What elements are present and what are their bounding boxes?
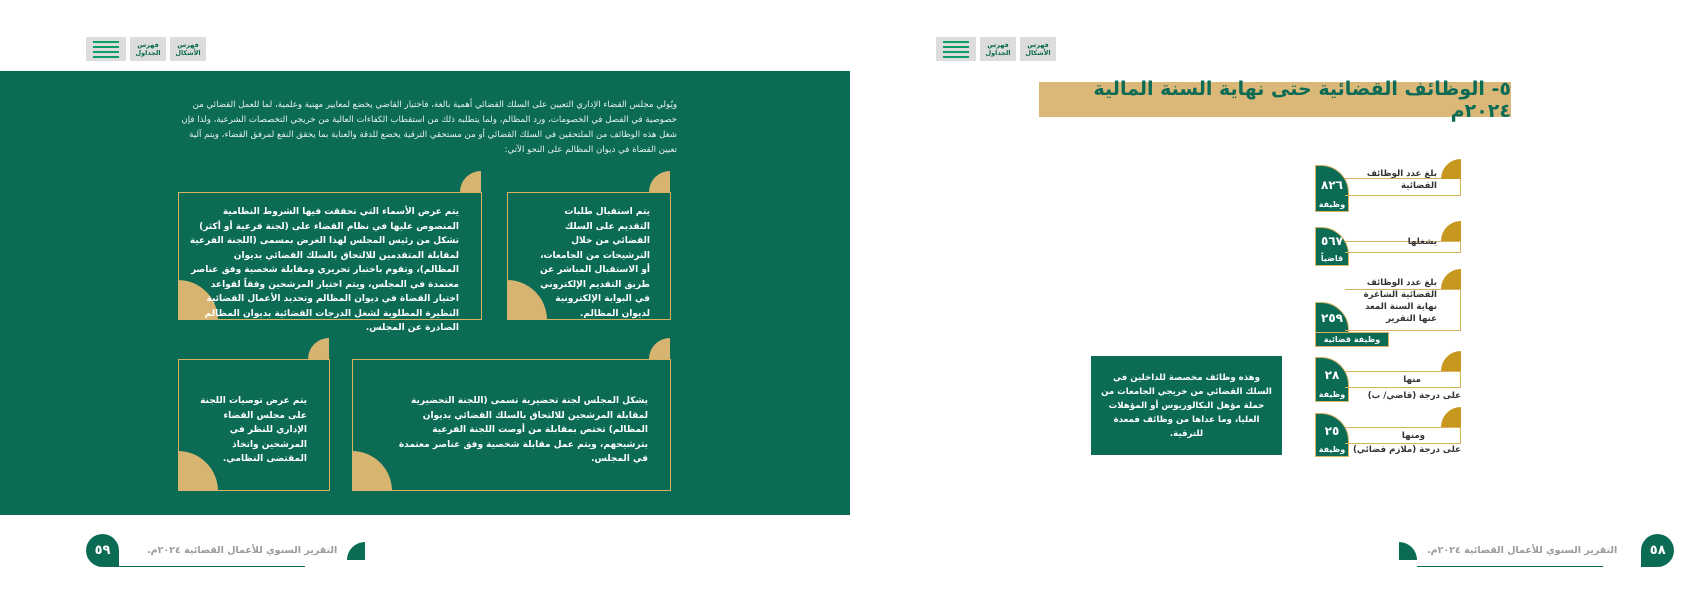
right-nav bbox=[936, 37, 1056, 61]
stat-vacant bbox=[1315, 275, 1461, 346]
card-text: يشكل المجلس لجنة تحضيرية تسمى (اللجنة التحضيرية لمقابلة المرشحين للالتحاق بالسلك القضائي بديوان المظالم) تختص بمقابلة من أوصت اللجنة الفرعية بترشيحهم، ويتم عمل مقابلة شخصية وفق عناصر معتمدة في المجلس. bbox=[398, 396, 648, 464]
process-card-4 bbox=[178, 359, 330, 491]
stat-value: ٢٨ bbox=[1324, 368, 1340, 382]
card-tab-decoration bbox=[308, 338, 329, 359]
stat-tab-decoration bbox=[1441, 159, 1461, 179]
page-number: ٥٩ bbox=[86, 534, 119, 567]
stat-junior-judge bbox=[1315, 413, 1461, 457]
stat-sublabel: على درجة (ملازم قضائي) bbox=[1352, 445, 1461, 455]
process-card-3 bbox=[352, 359, 671, 491]
section-title: ٥- الوظائف القضائية حتى نهاية السنة المالية ٢٠٢٤م bbox=[1039, 82, 1511, 117]
figures-index-button[interactable]: فهرس الأشكال bbox=[170, 37, 206, 61]
stat-value-box bbox=[1315, 165, 1349, 212]
card-tab-decoration bbox=[649, 338, 670, 359]
stat-judge-b bbox=[1315, 357, 1461, 402]
footer-tab-decoration bbox=[1399, 542, 1417, 560]
stat-unit: وظيفة bbox=[1318, 445, 1346, 454]
stat-unit: وظيفة bbox=[1318, 390, 1346, 399]
stat-value: ٢٥٩ bbox=[1321, 311, 1343, 325]
page-number: ٥٨ bbox=[1641, 534, 1674, 567]
footer-title: التقرير السنوي للأعمال القضائية ٢٠٢٤م. bbox=[1427, 545, 1618, 556]
note-box: وهذه وظائف مخصصة للداخلين في السلك القضائي من خريجي الجامعات من حملة مؤهل البكالوريوس أو المؤهلات العليا، وما عداها من وظائف فمعدة للترقية. bbox=[1091, 356, 1282, 455]
stat-unit: قاضياً bbox=[1320, 254, 1344, 263]
footer-tab-decoration bbox=[347, 542, 365, 560]
stat-label: بلغ عدد الوظائف القضائية bbox=[1366, 169, 1437, 191]
stat-unit-bar bbox=[1315, 332, 1389, 347]
left-footer bbox=[86, 534, 365, 567]
process-card-1 bbox=[507, 192, 671, 320]
tables-index-button[interactable]: فهرس الجداول bbox=[980, 37, 1016, 61]
stat-occupied bbox=[1315, 227, 1461, 266]
stat-unit: وظيفة bbox=[1318, 200, 1346, 209]
right-footer bbox=[1399, 534, 1674, 567]
card-text: يتم استقبال طلبات التقديم على السلك القضائي من خلال الترشيحات من الجامعات، أو الاستقبال المباشر عن طريق التقديم الإلكتروني في البوابة الإلكترونية لديوان المظالم. bbox=[540, 207, 650, 319]
stat-value: ٥٦٧ bbox=[1321, 234, 1343, 248]
card-tab-decoration bbox=[460, 171, 481, 192]
stat-label: منها bbox=[1403, 375, 1421, 385]
stat-label: ومنها bbox=[1401, 431, 1425, 441]
card-text: يتم عرض توصيات اللجنة على مجلس القضاء الإداري للنظر في المرشحين واتخاذ المقتضى النظامي. bbox=[200, 396, 307, 464]
menu-icon[interactable] bbox=[936, 37, 976, 61]
stat-value: ٢٥ bbox=[1324, 424, 1340, 438]
footer-rule bbox=[119, 566, 305, 567]
menu-icon[interactable] bbox=[86, 37, 126, 61]
stat-tab-decoration bbox=[1441, 407, 1461, 427]
left-content-panel bbox=[0, 71, 850, 515]
left-nav bbox=[86, 37, 206, 61]
stat-value-box bbox=[1315, 227, 1349, 266]
card-text: يتم عرض الأسماء التي تحققت فيها الشروط النظامية المنصوص عليها في نظام القضاء على (لجنة فرعية أو أكثر) تشكل من رئيس المجلس لهذا الغرض بمسمى (اللجنة الفرعية لمقابلة المتقدمين للالتحاق بالسلك القضائي بديوان المظالم)، وتقوم باختبار تحريري ومقابلة شخصية وفق عناصر معتمدة في المجلس، ويتم اختيار المرشحين وفقاً لقواعد اختيار القضاة في ديوان المظالم وتحديد الأعمال القضائية النظيرة المطلوبة لشغل الدرجات القضائية بديوان المظالم الصادرة عن المجلس. bbox=[189, 207, 459, 333]
footer-title: التقرير السنوي للأعمال القضائية ٢٠٢٤م. bbox=[147, 545, 338, 556]
footer-rule bbox=[1417, 566, 1603, 567]
process-card-2 bbox=[178, 192, 482, 333]
intro-paragraph: ويُولي مجلس القضاء الإداري التعيين على السلك القضائي أهمية بالغة، فاختيار القاضي يخضع لمعايير مهنية وعلمية، لما للعمل القضائي من خصوصية في الفصل في الخصومات، ورد المظالم، ولما يتطلبه ذلك من استقطاب الكفاءات العالية من خريجي التخصصات الشرعية، ولذا فإن شغل هذه الوظائف من الملتحقين في السلك القضائي أو من مستحقي الترقية يخضع للدقة والعناية بما يحقق النفع لمرفق القضاء، ويتم آلية تعيين القضاة في ديوان المظالم على النحو الآتي: bbox=[181, 100, 677, 155]
stat-sublabel: على درجة (قاضي/ ب) bbox=[1367, 391, 1461, 401]
figures-index-button[interactable]: فهرس الأشكال bbox=[1020, 37, 1056, 61]
stat-label: يشغلها bbox=[1407, 237, 1437, 247]
stat-label: بلغ عدد الوظائف القضائية الشاغرة نهاية السنة المعد عنها التقرير bbox=[1363, 278, 1437, 324]
card-tab-decoration bbox=[649, 171, 670, 192]
tables-index-button[interactable]: فهرس الجداول bbox=[130, 37, 166, 61]
stat-tab-decoration bbox=[1441, 221, 1461, 241]
stat-value: ٨٢٦ bbox=[1321, 178, 1343, 192]
stat-tab-decoration bbox=[1441, 269, 1461, 289]
stat-value-box bbox=[1315, 357, 1349, 402]
stat-unit: وظيفة قضائية bbox=[1323, 335, 1381, 344]
stat-total-jobs bbox=[1315, 165, 1461, 212]
stat-tab-decoration bbox=[1441, 351, 1461, 371]
